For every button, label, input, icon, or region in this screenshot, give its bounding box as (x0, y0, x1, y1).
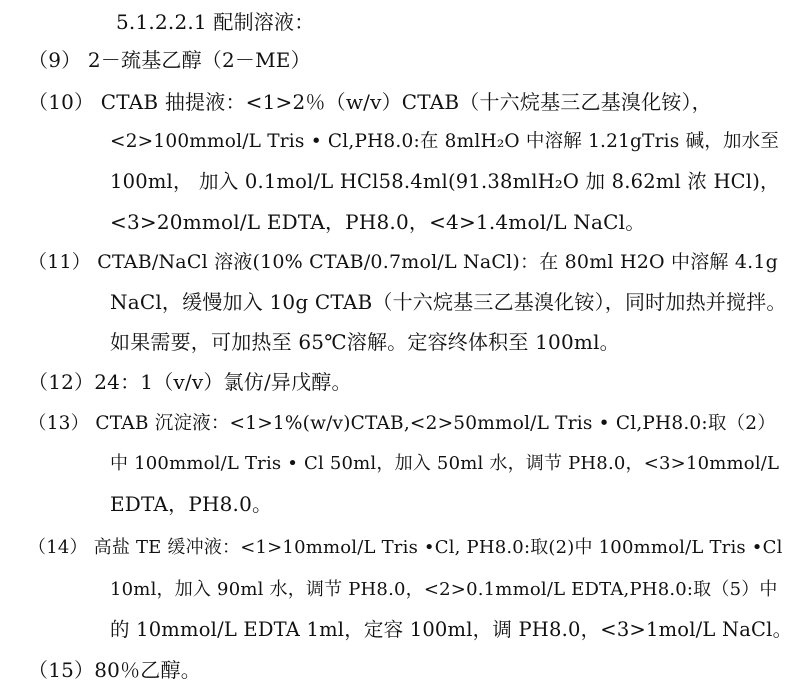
text-line: （15）80％乙醇。 (28, 658, 201, 682)
text-line: 10ml，加入 90ml 水，调节 PH8.0，<2>0.1mmol/L EDTA,PH8.0:取（5）中 (110, 579, 778, 600)
text-line: 如果需要，可加热至 65℃溶解。定容终体积至 100ml。 (110, 330, 620, 354)
text-line: （9） 2－巯基乙醇（2－ME） (28, 48, 311, 72)
text-line: （14） 高盐 TE 缓冲液：<1>10mmol/L Tris •Cl, PH8.0:取(2)中 100mmol/L Tris •Cl (28, 537, 783, 558)
text-line: <3>20mmol/L EDTA，PH8.0，<4>1.4mol/L NaCl。 (110, 210, 646, 234)
text-line: EDTA，PH8.0。 (110, 492, 273, 516)
text-line: NaCl，缓慢加入 10g CTAB（十六烷基三乙基溴化铵），同时加热并搅拌。 (110, 290, 787, 314)
text-line: （10） CTAB 抽提液：<1>2％（w/v）CTAB（十六烷基三乙基溴化铵）， (28, 90, 712, 114)
text-line: 100ml， 加入 0.1mol/L HCl58.4ml(91.38mlH₂O 加 8.62ml 浓 HCl)， (110, 170, 780, 193)
text-line: <2>100mmol/L Tris • Cl,PH8.0:在 8mlH₂O 中溶解 1.21gTris 碱，加水至 (110, 131, 780, 152)
text-line: （12）24：1（v/v）氯仿/异戊醇。 (28, 370, 352, 394)
text-line: （13） CTAB 沉淀液：<1>1%(w/v)CTAB,<2>50mmol/L Tris • Cl,PH8.0:取（2） (28, 413, 776, 434)
section-heading: 5.1.2.2.1 配制溶液： (116, 10, 315, 34)
text-line: （11） CTAB/NaCl 溶液(10% CTAB/0.7mol/L NaCl)：在 80ml H2O 中溶解 4.1g (28, 251, 779, 273)
text-line: 中 100mmol/L Tris • Cl 50ml，加入 50ml 水，调节 PH8.0，<3>10mmol/L (110, 453, 780, 474)
text-line: 的 10mmol/L EDTA 1ml，定容 100ml，调 PH8.0，<3>1mol/L NaCl。 (110, 618, 793, 641)
